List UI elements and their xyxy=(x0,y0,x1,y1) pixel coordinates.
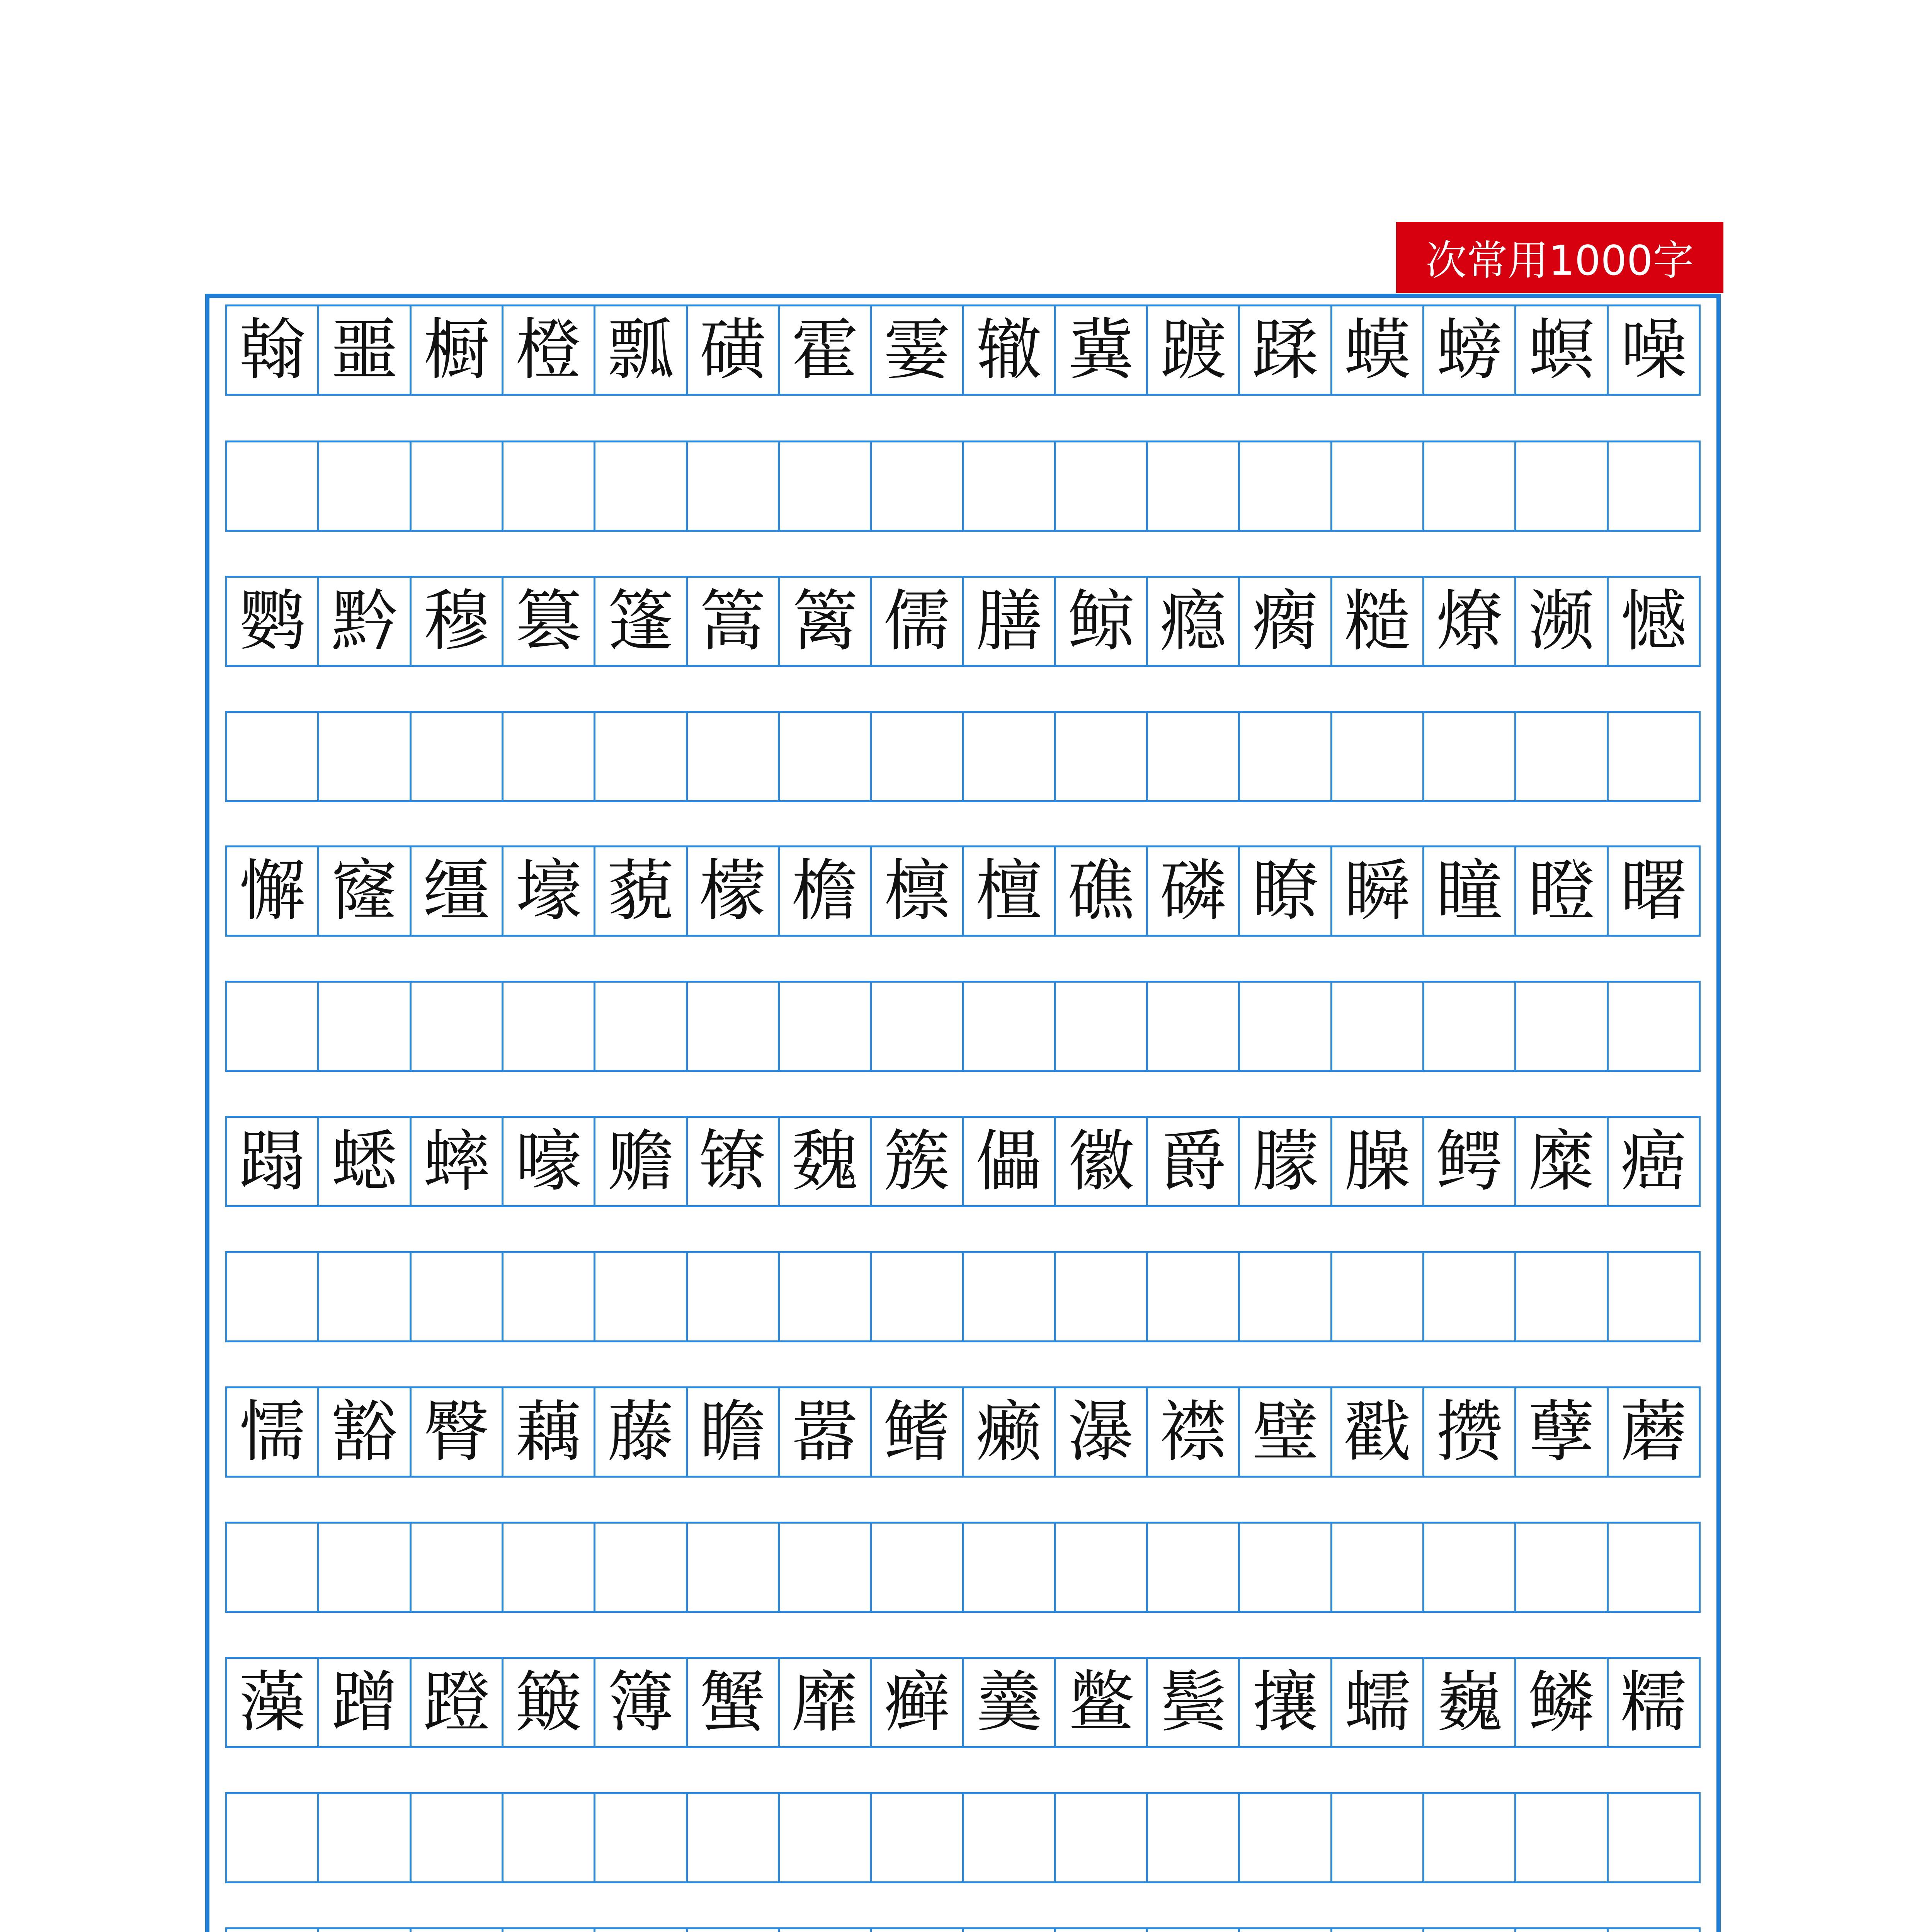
character-cell: 檐 xyxy=(778,847,870,935)
character-cell: 巍 xyxy=(1422,1659,1514,1746)
empty-practice-cell xyxy=(1514,1929,1606,1932)
character-cell: 橙 xyxy=(502,306,594,394)
character-cell: 藕 xyxy=(502,1388,594,1476)
character-cell: 蹭 xyxy=(317,1659,409,1746)
empty-practice-cell xyxy=(870,1524,962,1611)
character-cell: 蠕 xyxy=(1330,1659,1422,1746)
character-cell: 窿 xyxy=(317,847,409,935)
character-cell: 徽 xyxy=(1054,1118,1146,1205)
empty-practice-cell xyxy=(1514,1794,1606,1881)
character-cell: 羹 xyxy=(962,1659,1054,1746)
character-cell: 螃 xyxy=(1422,306,1514,394)
character-cell: 癣 xyxy=(870,1659,962,1746)
character-cell: 糯 xyxy=(1607,1659,1699,1746)
character-cell: 孽 xyxy=(1514,1388,1606,1476)
character-cell: 燎 xyxy=(1422,578,1514,665)
character-cell: 臊 xyxy=(1330,1118,1422,1205)
character-cell: 臀 xyxy=(410,1388,502,1476)
empty-practice-cell xyxy=(1146,1524,1238,1611)
empty-practice-cell xyxy=(1146,713,1238,800)
character-cell: 鳄 xyxy=(1422,1118,1514,1205)
empty-practice-cell xyxy=(686,1253,778,1340)
character-cell xyxy=(317,1929,409,1932)
character-cell: 癌 xyxy=(1607,1118,1699,1205)
empty-practice-cell xyxy=(1330,1929,1422,1932)
character-cell: 檩 xyxy=(870,847,962,935)
character-cell: 篷 xyxy=(594,578,685,665)
character-cell: 霍 xyxy=(778,306,870,394)
practice-row xyxy=(225,711,1701,802)
empty-practice-cell xyxy=(1422,1524,1514,1611)
empty-practice-cell xyxy=(1238,1794,1330,1881)
empty-practice-cell xyxy=(1514,442,1606,530)
practice-row xyxy=(225,1522,1701,1613)
character-cell: 膳 xyxy=(962,578,1054,665)
character-cell: 鳞 xyxy=(1514,1659,1606,1746)
character-cell xyxy=(227,1929,317,1932)
empty-practice-cell xyxy=(317,1253,409,1340)
empty-practice-cell xyxy=(502,983,594,1070)
character-cell: 霎 xyxy=(870,306,962,394)
character-cell: 鳖 xyxy=(1054,1659,1146,1746)
empty-practice-cell xyxy=(1607,1794,1699,1881)
empty-practice-cell xyxy=(1146,1929,1238,1932)
empty-practice-cell xyxy=(410,713,502,800)
character-cell: 螟 xyxy=(1514,306,1606,394)
empty-practice-cell xyxy=(1146,983,1238,1070)
character-cell: 濒 xyxy=(1514,578,1606,665)
empty-practice-cell xyxy=(227,1794,317,1881)
character-cell: 鳍 xyxy=(870,1388,962,1476)
character-cell: 儒 xyxy=(870,578,962,665)
empty-practice-cell xyxy=(1238,1524,1330,1611)
empty-practice-cell xyxy=(1607,1524,1699,1611)
empty-practice-cell xyxy=(317,983,409,1070)
empty-practice-cell xyxy=(778,1253,870,1340)
character-cell: 蹬 xyxy=(410,1659,502,1746)
character-cell: 冀 xyxy=(1054,306,1146,394)
character-cell: 鬓 xyxy=(1146,1659,1238,1746)
empty-practice-cell xyxy=(870,983,962,1070)
empty-practice-cell xyxy=(227,1253,317,1340)
character-row xyxy=(225,304,1701,396)
character-cell: 橱 xyxy=(410,306,502,394)
empty-practice-cell xyxy=(227,442,317,530)
character-cell: 辙 xyxy=(962,306,1054,394)
character-cell xyxy=(502,1929,594,1932)
character-cell: 簿 xyxy=(594,1659,685,1746)
empty-practice-cell xyxy=(1422,713,1514,800)
empty-practice-cell xyxy=(686,983,778,1070)
character-cell: 瞻 xyxy=(686,1388,778,1476)
empty-practice-cell xyxy=(594,1253,685,1340)
character-cell: 缰 xyxy=(410,847,502,935)
empty-practice-cell xyxy=(1330,442,1422,530)
empty-practice-cell xyxy=(870,1253,962,1340)
character-cell xyxy=(410,1929,502,1932)
character-row xyxy=(225,1116,1701,1207)
character-cell: 瀑 xyxy=(1054,1388,1146,1476)
character-cell: 瞬 xyxy=(1330,847,1422,935)
character-cell: 瓢 xyxy=(594,306,685,394)
character-cell: 簸 xyxy=(502,1659,594,1746)
empty-practice-cell xyxy=(870,442,962,530)
empty-practice-cell xyxy=(317,713,409,800)
empty-practice-cell xyxy=(1330,1253,1422,1340)
empty-practice-cell xyxy=(1054,442,1146,530)
character-cell: 簇 xyxy=(870,1118,962,1205)
empty-practice-cell xyxy=(1607,1253,1699,1340)
character-cell: 噩 xyxy=(317,306,409,394)
empty-practice-cell xyxy=(1238,1253,1330,1340)
empty-practice-cell xyxy=(1146,1794,1238,1881)
character-cell: 檬 xyxy=(686,847,778,935)
empty-practice-cell xyxy=(1054,1253,1146,1340)
empty-practice-cell xyxy=(1238,713,1330,800)
empty-practice-cell xyxy=(1514,983,1606,1070)
empty-practice-cell xyxy=(1514,1253,1606,1340)
empty-practice-cell xyxy=(317,1794,409,1881)
empty-practice-cell xyxy=(594,1794,685,1881)
empty-practice-cell xyxy=(1054,713,1146,800)
character-row xyxy=(225,576,1701,667)
character-cell: 嚎 xyxy=(502,1118,594,1205)
empty-practice-cell xyxy=(502,442,594,530)
character-cell: 赡 xyxy=(594,1118,685,1205)
character-cell: 鲸 xyxy=(1054,578,1146,665)
empty-practice-cell xyxy=(1330,713,1422,800)
character-cell: 蟀 xyxy=(410,1118,502,1205)
character-cell: 戳 xyxy=(1330,1388,1422,1476)
empty-practice-cell xyxy=(1054,983,1146,1070)
empty-practice-cell xyxy=(227,1524,317,1611)
empty-practice-cell xyxy=(1146,442,1238,530)
character-cell: 瞭 xyxy=(1238,847,1330,935)
empty-practice-cell xyxy=(962,983,1054,1070)
character-cell: 藐 xyxy=(594,847,685,935)
character-cell: 瞪 xyxy=(1514,847,1606,935)
empty-practice-cell xyxy=(870,713,962,800)
empty-practice-cell xyxy=(227,713,317,800)
empty-practice-cell xyxy=(778,442,870,530)
character-cell: 蟋 xyxy=(317,1118,409,1205)
character-cell: 藤 xyxy=(594,1388,685,1476)
character-cell xyxy=(686,1929,778,1932)
character-cell: 鹦 xyxy=(239,582,306,660)
character-cell: 蘑 xyxy=(1607,1388,1699,1476)
character-cell: 懈 xyxy=(239,852,306,930)
practice-row xyxy=(225,1792,1701,1883)
empty-practice-cell xyxy=(1422,983,1514,1070)
empty-practice-cell xyxy=(410,1794,502,1881)
character-cell: 瘾 xyxy=(1146,578,1238,665)
character-cell: 黔 xyxy=(317,578,409,665)
character-cell xyxy=(594,1929,685,1932)
character-cell: 翰 xyxy=(239,311,306,389)
empty-practice-cell xyxy=(410,1253,502,1340)
character-cell: 镣 xyxy=(686,1118,778,1205)
character-cell: 儡 xyxy=(962,1118,1054,1205)
empty-practice-cell xyxy=(1607,442,1699,530)
empty-practice-cell xyxy=(1607,983,1699,1070)
character-cell: 嚣 xyxy=(778,1388,870,1476)
empty-practice-cell xyxy=(1422,1929,1514,1932)
character-cell: 憾 xyxy=(1607,578,1699,665)
character-row xyxy=(225,1386,1701,1478)
empty-practice-cell xyxy=(410,1524,502,1611)
character-cell: 魏 xyxy=(778,1118,870,1205)
character-cell: 朦 xyxy=(1238,1118,1330,1205)
empty-practice-cell xyxy=(502,1524,594,1611)
empty-practice-cell xyxy=(502,1794,594,1881)
empty-practice-cell xyxy=(686,713,778,800)
empty-practice-cell xyxy=(1330,983,1422,1070)
character-cell: 磺 xyxy=(686,306,778,394)
character-cell: 蹂 xyxy=(1238,306,1330,394)
character-cell: 藻 xyxy=(239,1663,306,1741)
empty-practice-cell xyxy=(1238,983,1330,1070)
empty-practice-cell xyxy=(1330,1524,1422,1611)
empty-practice-cell xyxy=(686,1524,778,1611)
character-cell: 攒 xyxy=(1422,1388,1514,1476)
character-cell xyxy=(870,1929,962,1932)
empty-practice-cell xyxy=(962,1794,1054,1881)
character-cell: 踱 xyxy=(1146,306,1238,394)
empty-practice-cell xyxy=(1514,713,1606,800)
character-cell: 噪 xyxy=(1607,306,1699,394)
empty-practice-cell xyxy=(1422,1794,1514,1881)
empty-practice-cell xyxy=(1330,1794,1422,1881)
empty-practice-cell xyxy=(962,442,1054,530)
character-cell: 曙 xyxy=(1607,847,1699,935)
character-cell: 蟆 xyxy=(1330,306,1422,394)
character-cell: 糜 xyxy=(1514,1118,1606,1205)
empty-practice-cell xyxy=(502,713,594,800)
empty-practice-cell xyxy=(1146,1253,1238,1340)
empty-practice-cell xyxy=(1422,1253,1514,1340)
character-cell: 懦 xyxy=(239,1393,306,1471)
empty-practice-cell xyxy=(686,442,778,530)
empty-practice-cell xyxy=(1238,1929,1330,1932)
character-cell: 磷 xyxy=(1146,847,1238,935)
character-cell: 壕 xyxy=(502,847,594,935)
empty-practice-cell xyxy=(962,1524,1054,1611)
character-cell: 篱 xyxy=(778,578,870,665)
character-cell: 豁 xyxy=(317,1388,409,1476)
character-cell: 蟹 xyxy=(686,1659,778,1746)
empty-practice-cell xyxy=(1054,1794,1146,1881)
empty-practice-cell xyxy=(317,442,409,530)
character-cell: 癞 xyxy=(962,1388,1054,1476)
character-cell: 璧 xyxy=(1238,1388,1330,1476)
empty-practice-cell xyxy=(962,713,1054,800)
header-badge: 次常用1000字 xyxy=(1396,222,1723,293)
character-cell: 篙 xyxy=(686,578,778,665)
empty-practice-cell xyxy=(686,1794,778,1881)
character-cell: 襟 xyxy=(1146,1388,1238,1476)
character-cell: 瘸 xyxy=(1238,578,1330,665)
character-cell: 穆 xyxy=(410,578,502,665)
empty-practice-cell xyxy=(1054,1929,1146,1932)
practice-row xyxy=(225,981,1701,1072)
empty-practice-cell xyxy=(1054,1524,1146,1611)
empty-practice-cell xyxy=(594,442,685,530)
empty-practice-cell xyxy=(410,442,502,530)
empty-practice-cell xyxy=(410,983,502,1070)
character-cell: 篡 xyxy=(502,578,594,665)
empty-practice-cell xyxy=(778,713,870,800)
empty-practice-cell xyxy=(594,983,685,1070)
character-row xyxy=(225,845,1701,937)
character-cell xyxy=(778,1929,870,1932)
character-row xyxy=(225,1927,1701,1932)
character-cell: 蹋 xyxy=(239,1122,306,1200)
character-cell: 糙 xyxy=(1330,578,1422,665)
empty-practice-cell xyxy=(1607,1929,1699,1932)
empty-practice-cell xyxy=(778,983,870,1070)
character-cell: 瞳 xyxy=(1422,847,1514,935)
empty-practice-cell xyxy=(962,1253,1054,1340)
empty-practice-cell xyxy=(594,713,685,800)
empty-practice-cell xyxy=(778,1794,870,1881)
empty-practice-cell xyxy=(1607,713,1699,800)
character-cell: 攘 xyxy=(1238,1659,1330,1746)
empty-practice-cell xyxy=(1514,1524,1606,1611)
character-row xyxy=(225,1657,1701,1748)
empty-practice-cell xyxy=(1422,442,1514,530)
character-cell: 礁 xyxy=(1054,847,1146,935)
empty-practice-cell xyxy=(502,1253,594,1340)
empty-practice-cell xyxy=(778,1524,870,1611)
practice-row xyxy=(225,440,1701,532)
practice-row xyxy=(225,1251,1701,1342)
empty-practice-cell xyxy=(317,1524,409,1611)
empty-practice-cell xyxy=(1238,442,1330,530)
empty-practice-cell xyxy=(870,1794,962,1881)
character-cell: 檀 xyxy=(962,847,1054,935)
empty-practice-cell xyxy=(227,983,317,1070)
empty-practice-cell xyxy=(962,1929,1054,1932)
empty-practice-cell xyxy=(594,1524,685,1611)
character-cell: 靡 xyxy=(778,1659,870,1746)
character-cell: 爵 xyxy=(1146,1118,1238,1205)
